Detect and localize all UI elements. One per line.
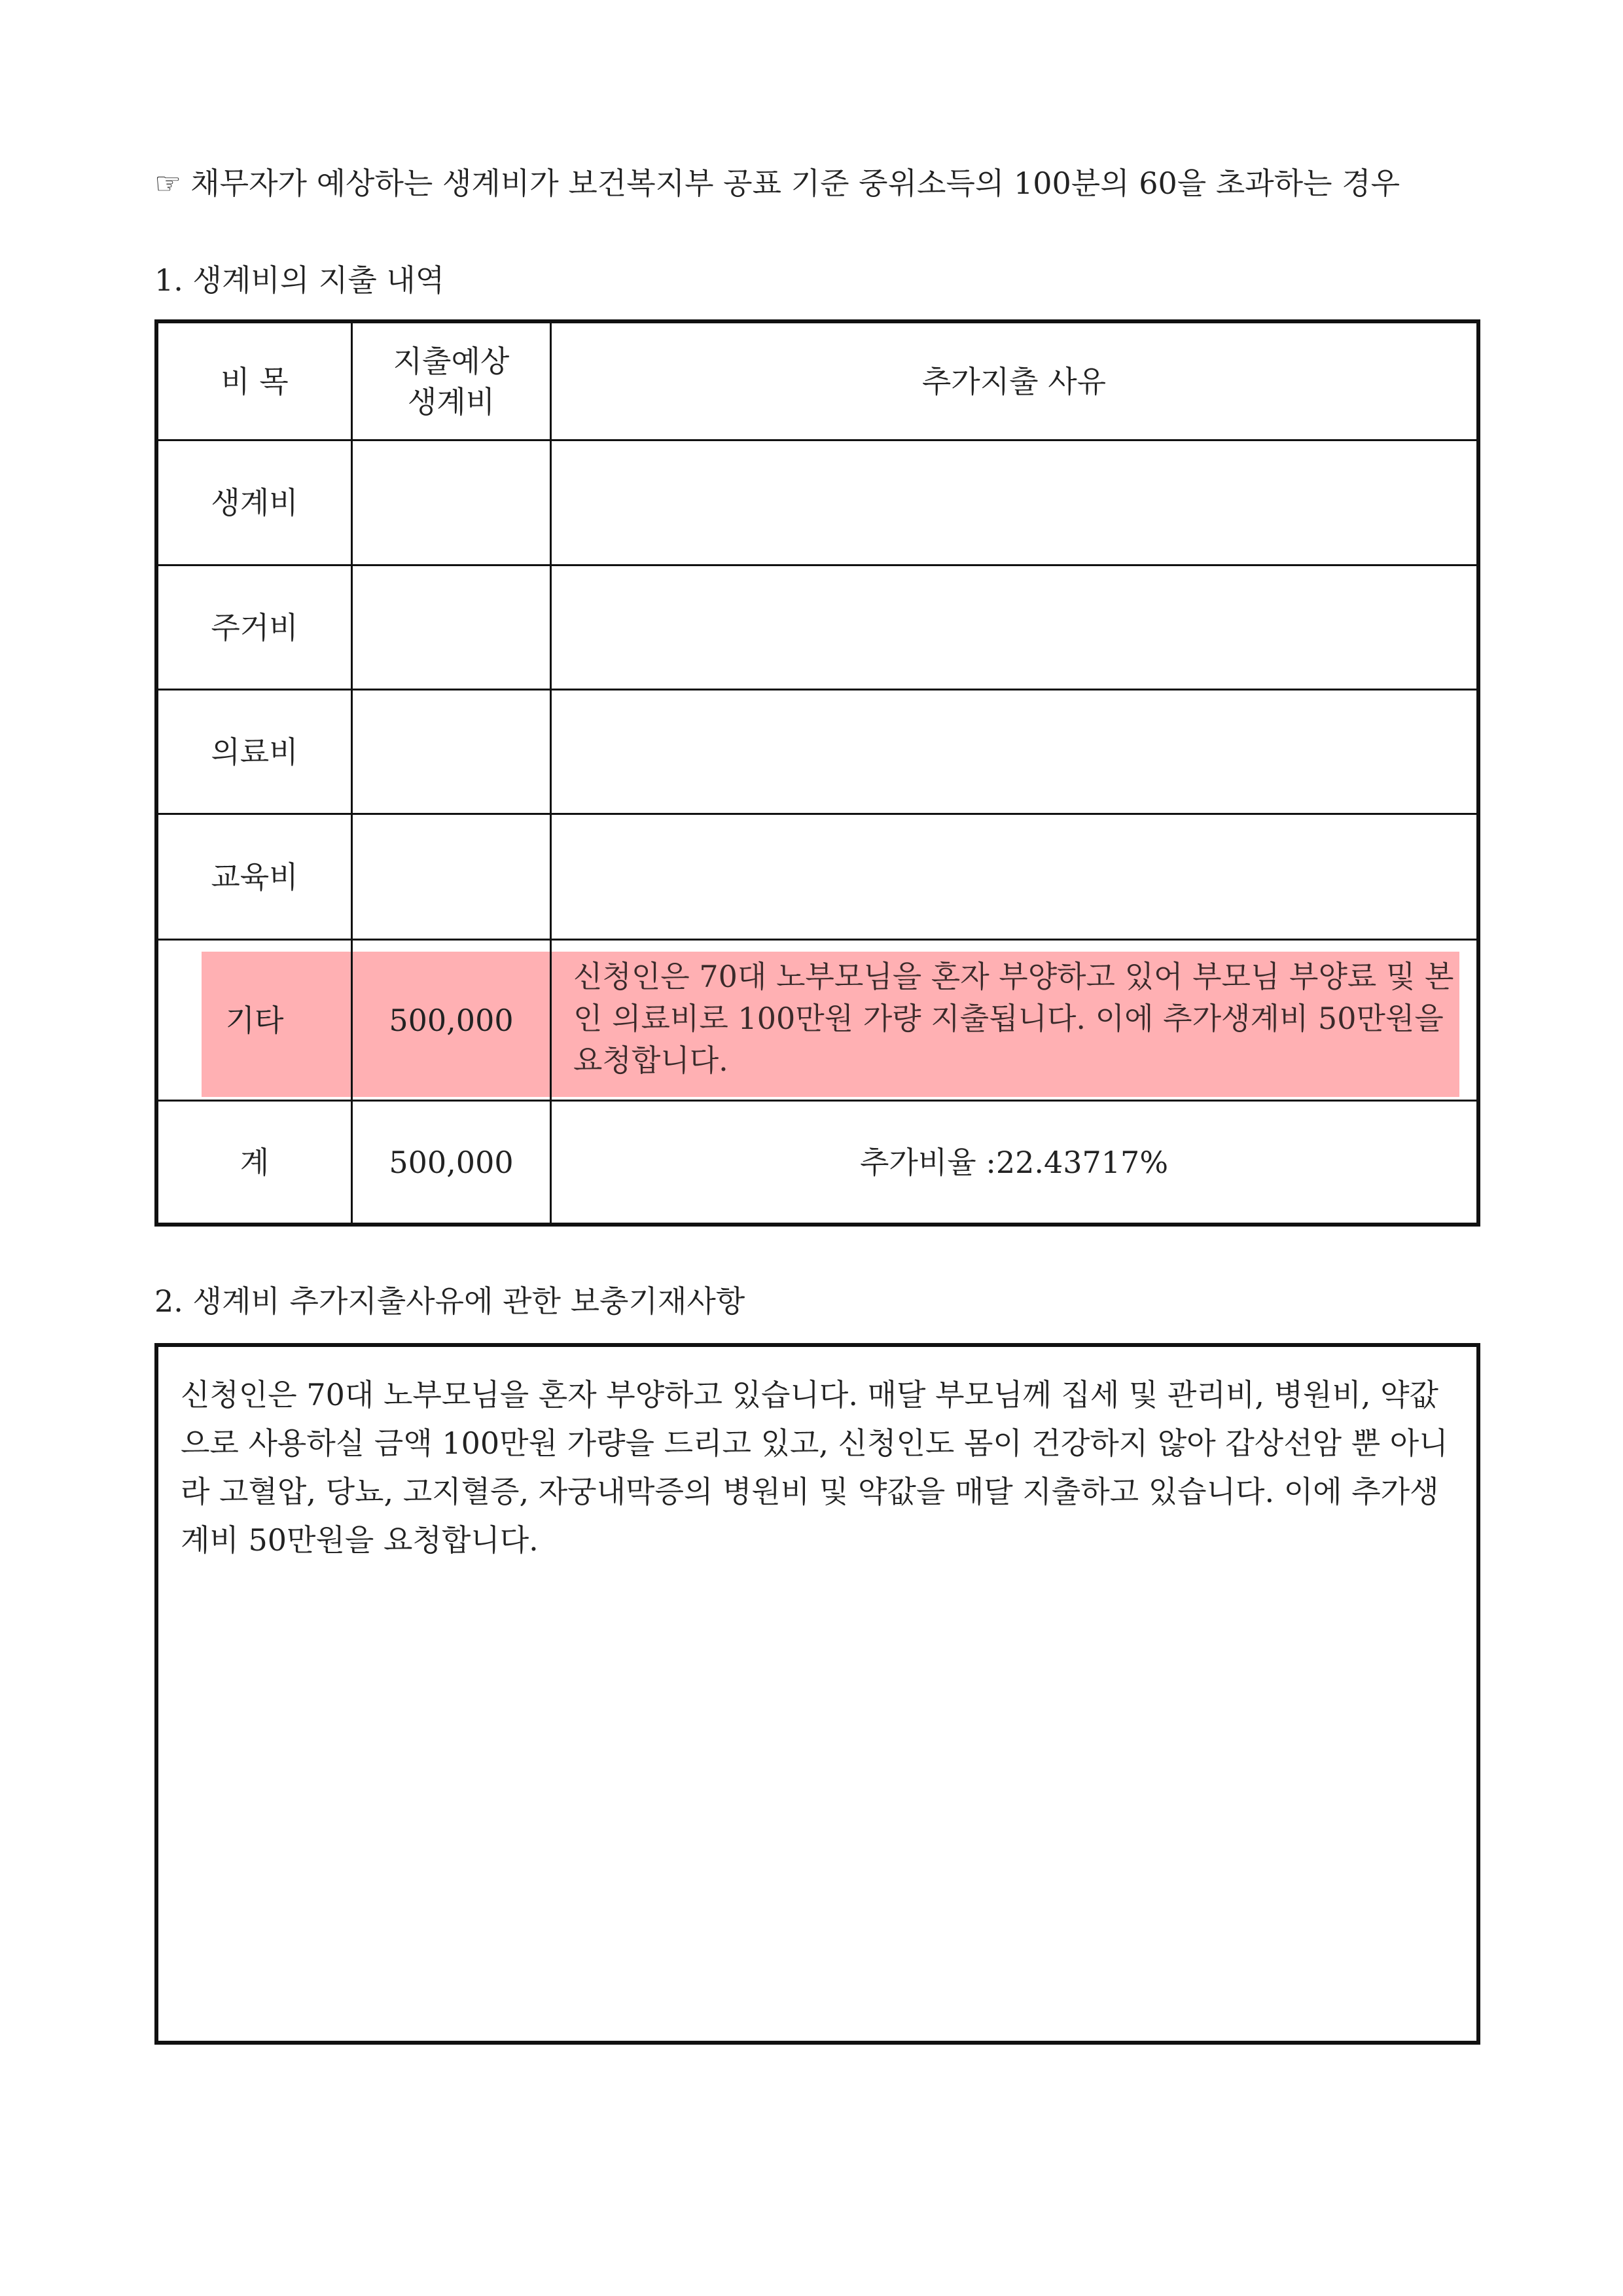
row-other-amount: 500,000	[389, 1002, 514, 1038]
row-medical-item: 의료비	[211, 734, 298, 770]
row-other-item: 기타	[225, 1002, 284, 1038]
supplement-text: 신청인은 70대 노부모님을 혼자 부양하고 있습니다. 매달 부모님께 집세 및 관리비, 병원비, 약값으로 사용하실 금액 100만원 가량을 드리고 있고, 신청인도 몸이 건강하지 않아 갑상선암 뿐 아니라 고혈압, 당뇨, 고지혈증, 자궁내막증의 병원비 및 약값을 매달 지출하고 있습니다. 이에 추가생계비 50만원을 요청합니다.	[181, 1377, 1448, 1558]
row-education-reason	[552, 815, 1476, 939]
total-label: 계	[240, 1144, 270, 1180]
pointing-hand-icon: ☞	[154, 166, 182, 201]
row-medical-reason	[552, 691, 1476, 813]
header-expected	[353, 323, 550, 439]
row-medical-amount	[353, 691, 550, 813]
header-expected-line2: 생계비	[407, 384, 495, 420]
section1-title: 1. 생계비의 지출 내역	[154, 262, 445, 298]
row-other-reason: 신청인은 70대 노부모님을 혼자 부양하고 있어 부모님 부양료 및 본인 의료비로 100만원 가량 지출됩니다. 이에 추가생계비 50만원을 요청합니다.	[573, 959, 1454, 1078]
row-education-amount	[353, 815, 550, 939]
total-ratio: 추가비율 :22.43717%	[859, 1144, 1169, 1180]
intro-line	[154, 164, 1400, 203]
row-living-item: 생계비	[211, 485, 298, 520]
row-living-amount	[353, 441, 550, 564]
header-reason: 추가지출 사유	[921, 363, 1107, 399]
row-housing-amount	[353, 566, 550, 689]
row-living-reason	[552, 441, 1476, 564]
header-expected-line1: 지출예상	[393, 343, 510, 379]
expense-table	[154, 319, 1480, 1227]
intro-text: 채무자가 예상하는 생계비가 보건복지부 공표 기준 중위소득의 100분의 60을 초과하는 경우	[190, 166, 1400, 201]
header-item: 비 목	[221, 363, 289, 399]
row-education-item: 교육비	[211, 859, 298, 895]
row-housing-item: 주거비	[211, 609, 298, 645]
supplement-box	[154, 1343, 1480, 2045]
total-amount: 500,000	[389, 1144, 514, 1180]
section2-title: 2. 생계비 추가지출사유에 관한 보충기재사항	[154, 1283, 745, 1319]
row-housing-reason	[552, 566, 1476, 689]
